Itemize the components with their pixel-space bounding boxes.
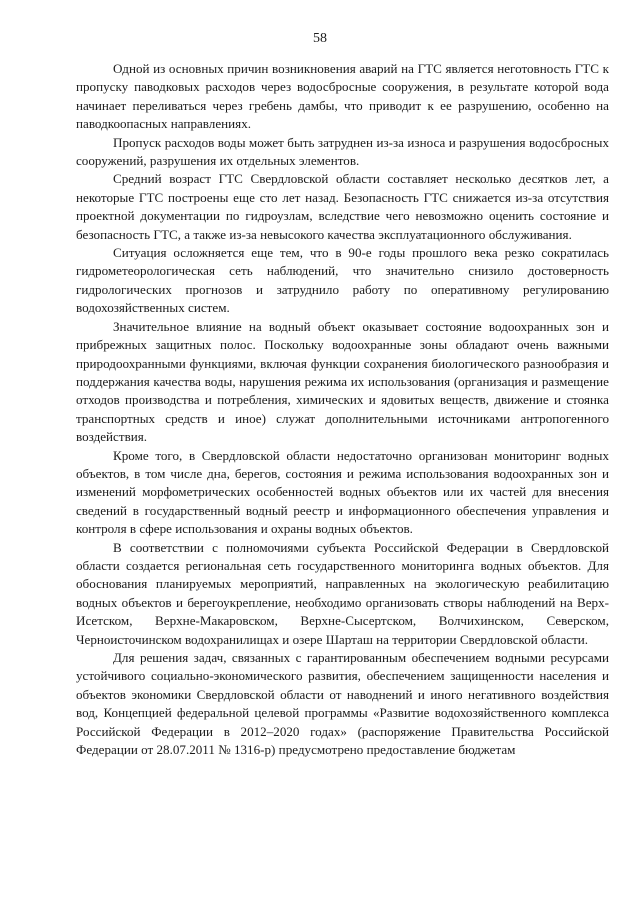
paragraph: Одной из основных причин возникновения аварий на ГТС является неготовность ГТС к пропуску паводковых расходов через водосбросные сооружения, в результате которой вода начинает переливаться через гребень дамбы, что приводит к ее разрушению, особенно на паводкоопасных направлениях.	[76, 61, 609, 132]
paragraph: В соответствии с полномочиями субъекта Российской Федерации в Свердловской области создается региональная сеть государственного мониторинга водных объектов. Для обоснования планируемых мероприятий, направленных на экологическую реабилитацию водных объектов и берегоукрепление, необходимо организовать створы наблюдений на Верх-Исетском, Верхне-Макаровском, Верхне-Сысертском, Волчихинском, Северском, Черноисточинском водохранилищах и озере Шарташ на территории Свердловской области.	[76, 539, 609, 647]
document-body	[76, 60, 609, 759]
paragraph: Пропуск расходов воды может быть затруднен из-за износа и разрушения водосбросных сооружений, разрушения их отдельных элементов.	[76, 134, 609, 169]
paragraph: Кроме того, в Свердловской области недостаточно организован мониторинг водных объектов, в том числе дна, берегов, состояния и режима использования водоохранных зон и изменений морфометрических особенностей водных объектов или их частей для внесения сведений в государственный водный реестр и информационного обеспечения управления и контроля в сфере использования и охраны водных объектов.	[76, 447, 609, 537]
page-number: 58	[313, 31, 327, 46]
paragraph: Значительное влияние на водный объект оказывает состояние водоохранных зон и прибрежных защитных полос. Поскольку водоохранные зоны обладают очень важными природоохранными функциями, включая функции сохранения биологического разнообразия и поддержания качества воды, нарушения режима их использования (организация и размещение отходов производства и потребления, химических и ядовитых веществ, движение и стоянка транспортных средств и иное) служат дополнительными источниками антропогенного воздействия.	[76, 318, 609, 445]
paragraph: Для решения задач, связанных с гарантированным обеспечением водными ресурсами устойчивого социально-экономического развития, обеспечением защищенности населения и объектов экономики Свердловской области от наводнений и иного негативного воздействия вод, Концепцией федеральной целевой программы «Развитие водохозяйственного комплекса Российской Федерации в 2012–2020 годах» (распоряжение Правительства Российской Федерации от 28.07.2011 № 1316-р) предусмотрено предоставление бюджетам	[76, 650, 609, 758]
paragraph: Средний возраст ГТС Свердловской области составляет несколько десятков лет, а некоторые ГТС построены еще сто лет назад. Безопасность ГТС снижается из-за отсутствия проектной документации по гидроузлам, вследствие чего невозможно оценить состояние и безопасность ГТС, а также из-за невысокого качества эксплуатационного обслуживания.	[76, 171, 609, 242]
paragraph: Ситуация осложняется еще тем, что в 90-е годы прошлого века резко сократилась гидрометеорологическая сеть наблюдений, что значительно снизило достоверность гидрологических прогнозов и затруднило работу по оперативному регулированию водохозяйственных систем.	[76, 245, 609, 316]
